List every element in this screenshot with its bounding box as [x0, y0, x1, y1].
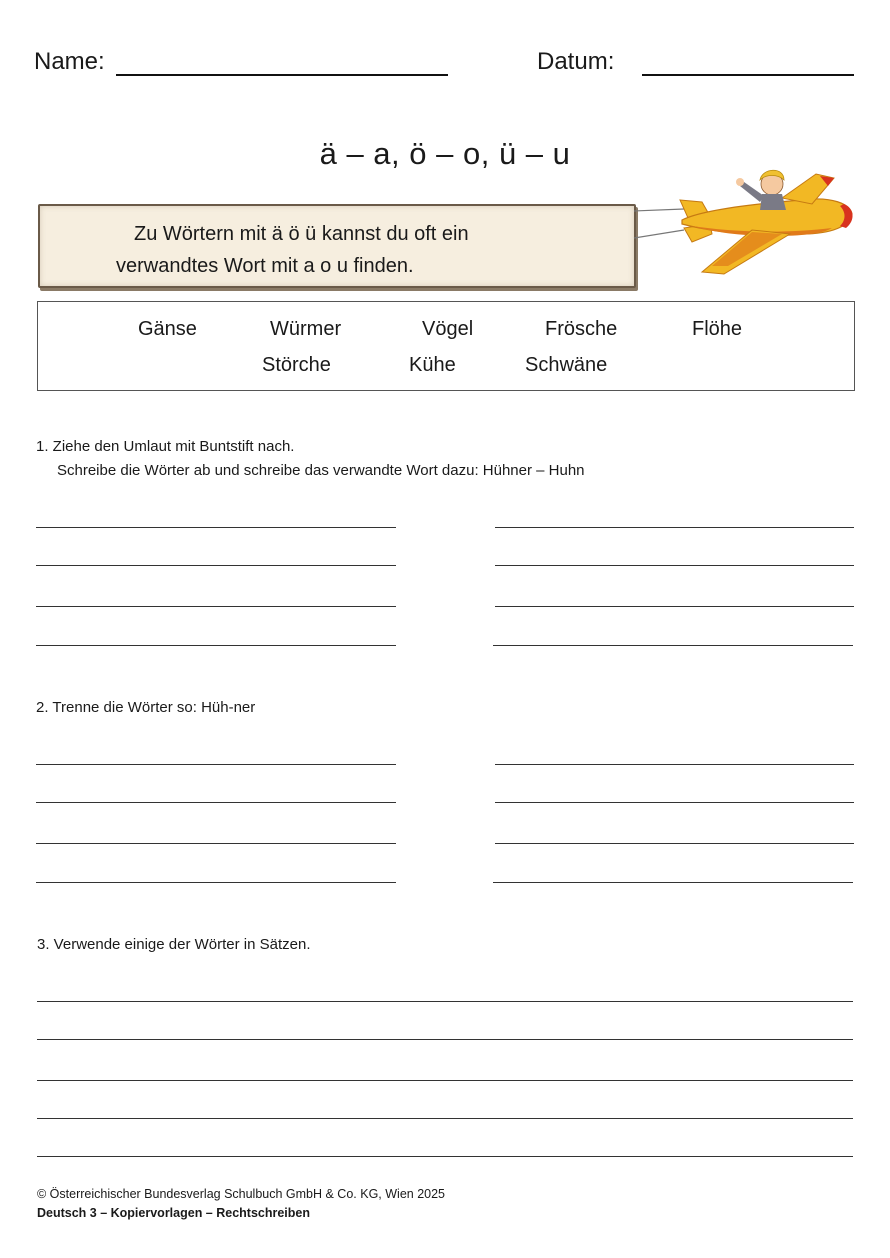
- writing-line[interactable]: [37, 1080, 853, 1081]
- writing-line[interactable]: [495, 764, 854, 765]
- word-item: Flöhe: [692, 318, 743, 340]
- word-item: Schwäne: [525, 354, 608, 376]
- writing-line[interactable]: [493, 882, 853, 883]
- word-item: Kühe: [409, 354, 456, 376]
- footer-series: Deutsch 3 – Kopiervorlagen – Rechtschreiben: [37, 1206, 311, 1220]
- word-bank: [37, 301, 855, 391]
- writing-line[interactable]: [36, 802, 396, 803]
- writing-line[interactable]: [36, 565, 396, 566]
- writing-line[interactable]: [36, 606, 396, 607]
- writing-line[interactable]: [495, 802, 854, 803]
- task-3-instruction: 3. Verwende einige der Wörter in Sätzen.: [37, 936, 311, 953]
- hint-line-1: Zu Wörtern mit ä ö ü kannst du oft ein: [134, 223, 469, 245]
- task-1-instruction: 1. Ziehe den Umlaut mit Buntstift nach.: [36, 438, 295, 455]
- writing-line[interactable]: [36, 843, 396, 844]
- word-item: Gänse: [138, 318, 197, 340]
- writing-line[interactable]: [495, 843, 854, 844]
- writing-line[interactable]: [36, 764, 396, 765]
- name-label: Name:: [34, 48, 105, 75]
- writing-line[interactable]: [37, 1118, 853, 1119]
- footer-copyright: © Österreichischer Bundesverlag Schulbuch GmbH & Co. KG, Wien 2025: [37, 1187, 446, 1201]
- word-item: Frösche: [545, 318, 618, 340]
- task-1-example: Schreibe die Wörter ab und schreibe das verwandte Wort dazu: Hühner – Huhn: [57, 462, 585, 479]
- word-item: Vögel: [422, 318, 474, 340]
- writing-line[interactable]: [37, 1001, 853, 1002]
- word-item: Störche: [262, 354, 331, 376]
- name-write-line[interactable]: [116, 74, 448, 76]
- airplane-with-child-icon: [632, 160, 858, 278]
- writing-line[interactable]: [37, 1039, 853, 1040]
- hint-banner: [38, 204, 636, 288]
- writing-line[interactable]: [37, 1156, 853, 1157]
- writing-line[interactable]: [495, 565, 854, 566]
- writing-line[interactable]: [495, 606, 854, 607]
- task-2-instruction: 2. Trenne die Wörter so: Hüh-ner: [36, 699, 256, 716]
- page-title: ä – a, ö – o, ü – u: [319, 136, 571, 171]
- writing-line[interactable]: [36, 527, 396, 528]
- writing-line[interactable]: [493, 645, 853, 646]
- writing-line[interactable]: [36, 882, 396, 883]
- writing-line[interactable]: [36, 645, 396, 646]
- date-write-line[interactable]: [642, 74, 854, 76]
- date-label: Datum:: [537, 48, 615, 75]
- word-item: Würmer: [270, 318, 342, 340]
- hint-line-2: verwandtes Wort mit a o u finden.: [116, 255, 414, 277]
- writing-line[interactable]: [495, 527, 854, 528]
